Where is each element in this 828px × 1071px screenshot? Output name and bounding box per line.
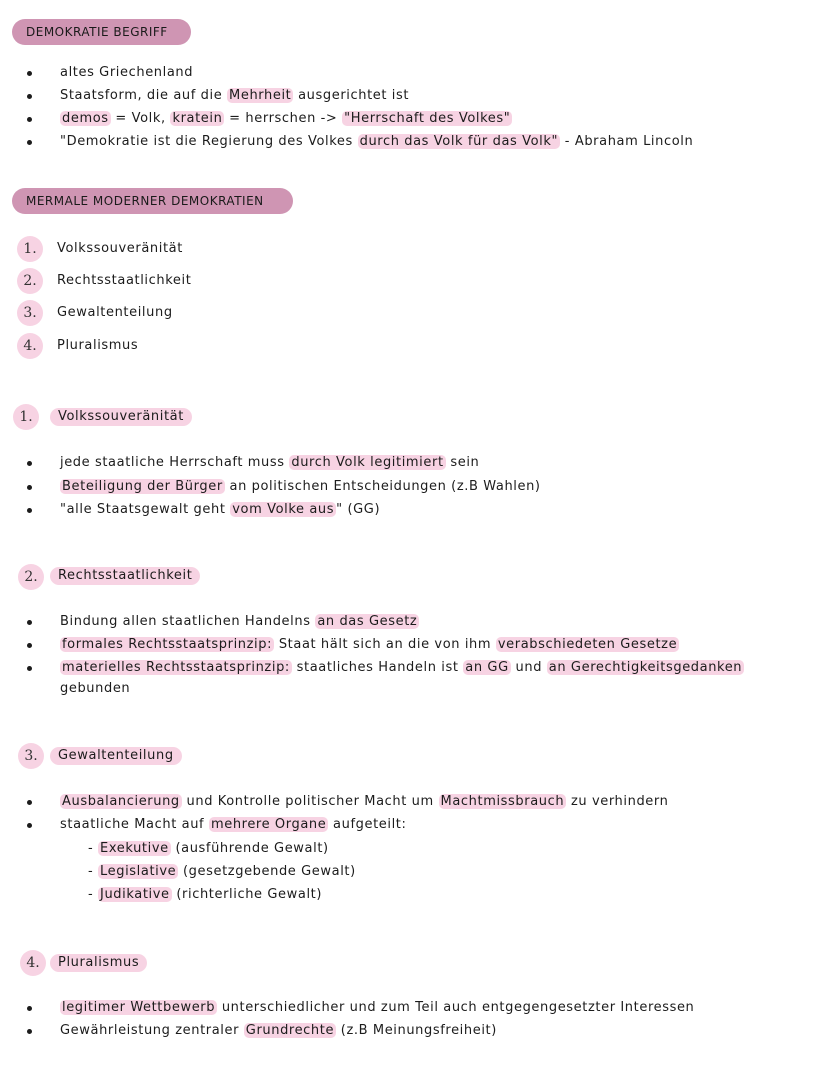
section-number-3: 3.: [18, 743, 44, 769]
list-item: Gewaltenteilung: [57, 305, 173, 320]
section-number-1: 1.: [13, 404, 39, 430]
bullet-text: formales Rechtsstaatsprinzip: Staat hält sich an die von ihm verabschiedeten Gesetze: [62, 637, 678, 652]
bullet-text: demos = Volk, kratein = herrschen -> "Herrschaft des Volkes": [62, 111, 511, 126]
sub-item-judikative: - Judikative (richterliche Gewalt): [88, 887, 323, 902]
bullet-text: Ausbalancierung und Kontrolle politischer Macht um Machtmissbrauch zu verhindern: [62, 794, 669, 809]
number-badge: 1.: [17, 236, 43, 262]
list-item: Volkssouveränität: [57, 241, 183, 256]
bullet-dot: [27, 1006, 32, 1011]
bullet-text-continuation: gebunden: [60, 681, 131, 696]
bullet-text: jede staatliche Herrschaft muss durch Volk legitimiert sein: [60, 455, 480, 470]
section-number-2: 2.: [18, 564, 44, 590]
list-item: Rechtsstaatlichkeit: [57, 273, 192, 288]
section-heading-volkssouveraenitaet: Volkssouveränität: [50, 408, 192, 426]
section-heading-rechtsstaatlichkeit: Rechtsstaatlichkeit: [50, 567, 200, 585]
bullet-text: Staatsform, die auf die Mehrheit ausgerichtet ist: [60, 88, 410, 103]
section-number-4: 4.: [20, 950, 46, 976]
bullet-dot: [27, 94, 32, 99]
bullet-text: Bindung allen staatlichen Handelns an das Gesetz: [60, 614, 418, 629]
bullet-dot: [27, 508, 32, 513]
sub-item-legislative: - Legislative (gesetzgebende Gewalt): [88, 864, 356, 879]
bullet-dot: [27, 666, 32, 671]
section-title-demokratie-begriff: DEMOKRATIE BEGRIFF: [12, 19, 191, 45]
bullet-dot: [27, 71, 32, 76]
bullet-dot: [27, 485, 32, 490]
bullet-text: "Demokratie ist die Regierung des Volkes durch das Volk für das Volk" - Abraham Lincoln: [60, 134, 694, 149]
bullet-text: legitimer Wettbewerb unterschiedlicher und zum Teil auch entgegengesetzter Interessen: [62, 1000, 695, 1015]
number-badge: 4.: [17, 333, 43, 359]
section-heading-gewaltenteilung: Gewaltenteilung: [50, 747, 182, 765]
bullet-dot: [27, 620, 32, 625]
number-badge: 2.: [17, 268, 43, 294]
bullet-dot: [27, 800, 32, 805]
bullet-text: "alle Staatsgewalt geht vom Volke aus " (GG): [60, 502, 381, 517]
bullet-dot: [27, 1029, 32, 1034]
bullet-text: staatliche Macht auf mehrere Organe aufgeteilt:: [60, 817, 407, 832]
bullet-text: Beteiligung der Bürger an politischen Entscheidungen (z.B Wahlen): [62, 479, 541, 494]
list-item: Pluralismus: [57, 338, 139, 353]
bullet-dot: [27, 823, 32, 828]
section-heading-pluralismus: Pluralismus: [50, 954, 147, 972]
bullet-dot: [27, 643, 32, 648]
number-badge: 3.: [17, 300, 43, 326]
bullet-dot: [27, 461, 32, 466]
bullet-dot: [27, 140, 32, 145]
section-title-merkmale: MERMALE MODERNER DEMOKRATIEN: [12, 188, 293, 214]
bullet-text: materielles Rechtsstaatsprinzip: staatliches Handeln ist an GG und an Gerechtigkeitsgedanken: [62, 660, 743, 675]
sub-item-exekutive: - Exekutive (ausführende Gewalt): [88, 841, 329, 856]
bullet-text: Gewährleistung zentraler Grundrechte (z.B Meinungsfreiheit): [60, 1023, 497, 1038]
bullet-text: altes Griechenland: [60, 65, 194, 80]
bullet-dot: [27, 117, 32, 122]
